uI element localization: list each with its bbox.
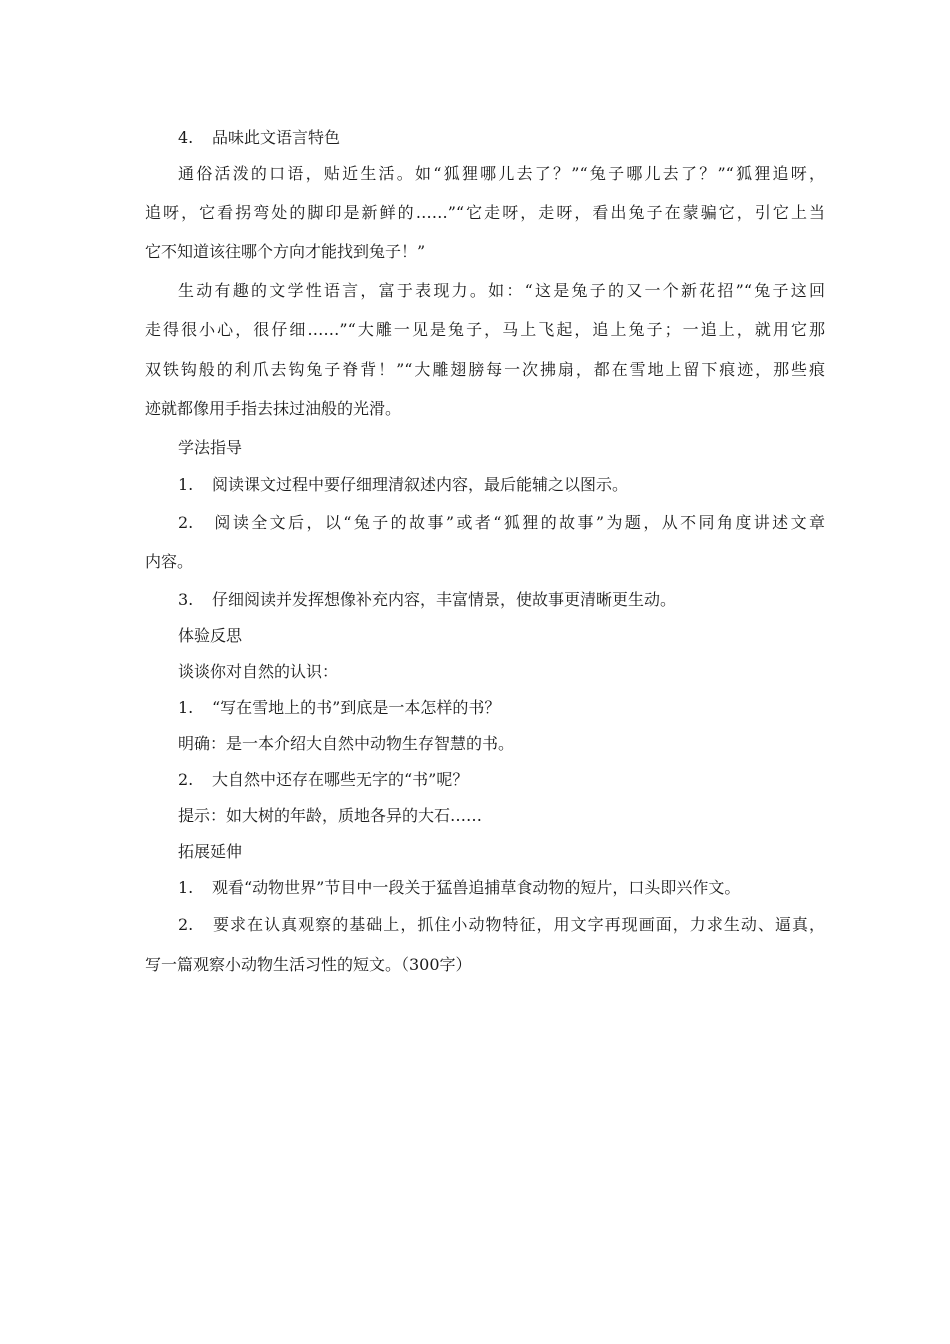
reflection-question-1 [178, 698, 825, 718]
extension-item-2-continuation: 写一篇观察小动物生活习性的短文。（300字） [145, 955, 472, 974]
extension-item-1 [178, 878, 825, 898]
study-guide-heading: 学法指导 [178, 438, 243, 457]
section-4-heading [178, 128, 825, 148]
reflection-question-2 [178, 770, 825, 790]
colloquial-paragraph-line-2: 追呀，它看拐弯处的脚印是新鲜的……”“它走呀，走呀，看出兔子在蒙骗它，引它上当 [145, 203, 825, 222]
extension-heading: 拓展延伸 [178, 842, 243, 861]
study-guide-item-1-number: 1. [178, 475, 194, 494]
literary-paragraph-line-4: 迹就都像用手指去抹过油般的光滑。 [145, 399, 402, 418]
reflection-prompt: 谈谈你对自然的认识： [178, 662, 339, 681]
study-guide-item-1-text: 阅读课文过程中要仔细理清叙述内容，最后能辅之以图示。 [212, 475, 629, 494]
extension-item-1-number: 1. [178, 878, 194, 897]
study-guide-item-3 [178, 590, 825, 610]
literary-paragraph-line-1: 生动有趣的文学性语言，富于表现力。如：“这是兔子的又一个新花招”“兔子这回 [178, 281, 825, 300]
study-guide-item-2-text: 阅读全文后，以“兔子的故事”或者“狐狸的故事”为题，从不同角度讲述文章 [212, 513, 825, 532]
extension-item-1-text: 观看“动物世界”节目中一段关于猛兽追捕草食动物的短片，口头即兴作文。 [212, 878, 741, 897]
reflection-question-1-number: 1. [178, 698, 194, 717]
extension-item-2-text: 要求在认真观察的基础上，抓住小动物特征，用文字再现画面，力求生动、逼真， [212, 915, 825, 934]
reflection-question-2-text: 大自然中还存在哪些无字的“书”呢？ [212, 770, 469, 789]
reflection-hint: 提示：如大树的年龄，质地各异的大石…… [178, 806, 483, 825]
reflection-question-2-number: 2. [178, 770, 194, 789]
study-guide-item-3-number: 3. [178, 590, 194, 609]
literary-paragraph-line-2: 走得很小心，很仔细……”“大雕一见是兔子，马上飞起，追上兔子；一追上，就用它那 [145, 320, 825, 339]
extension-item-2-number: 2. [178, 915, 194, 934]
extension-item-2 [178, 915, 825, 935]
colloquial-paragraph-line-1: 通俗活泼的口语，贴近生活。如“狐狸哪儿去了？”“兔子哪儿去了？”“狐狸追呀， [178, 164, 825, 183]
reflection-question-1-text: “写在雪地上的书”到底是一本怎样的书？ [212, 698, 501, 717]
reflection-heading: 体验反思 [178, 626, 243, 645]
section-4-number: 4. [178, 128, 194, 147]
study-guide-item-3-text: 仔细阅读并发挥想像补充内容，丰富情景，使故事更清晰更生动。 [212, 590, 677, 609]
literary-paragraph-line-3: 双铁钩般的利爪去钩兔子脊背！”“大雕翅膀每一次拂扇，都在雪地上留下痕迹，那些痕 [145, 360, 825, 379]
section-4-title: 品味此文语言特色 [212, 128, 341, 147]
reflection-answer-1: 明确：是一本介绍大自然中动物生存智慧的书。 [178, 734, 515, 753]
study-guide-item-2-number: 2. [178, 513, 194, 532]
colloquial-paragraph-line-3: 它不知道该往哪个方向才能找到兔子！” [145, 242, 426, 261]
study-guide-item-1 [178, 475, 825, 495]
study-guide-item-2-continuation: 内容。 [145, 552, 194, 571]
study-guide-item-2 [178, 513, 825, 533]
